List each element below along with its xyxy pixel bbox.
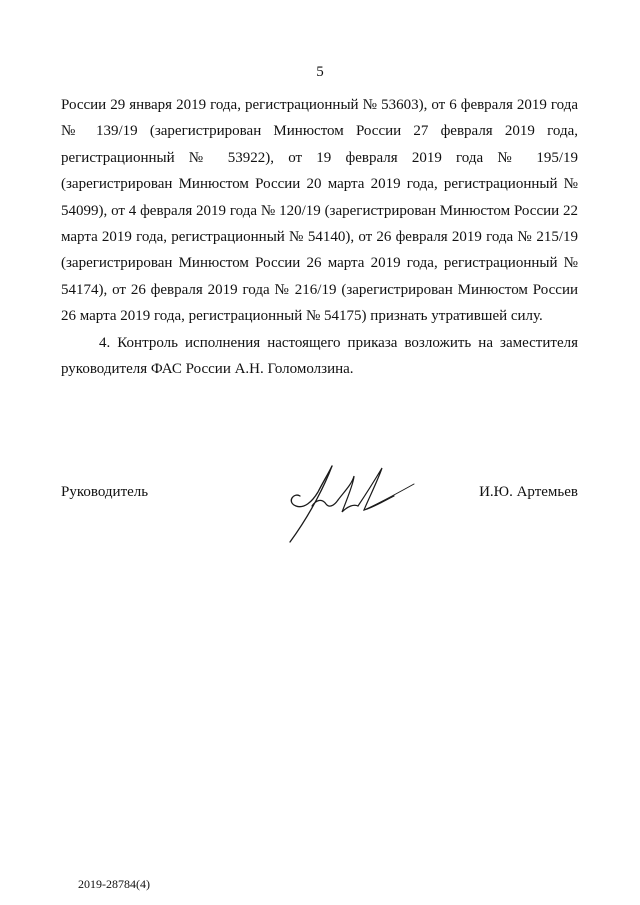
paragraph-continuation: России 29 января 2019 года, регистрационный № 53603), от 6 февраля 2019 года № 139/19 (зарегистрирован Минюстом России 27 февраля 2019 года, регистрационный № 53922), от 19 февраля 2019 года № 195/19 (зарегистрирован Минюстом России 20 марта 2019 года, регистрационный № 54099), от 4 февраля 2019 года № 120/19 (зарегистрирован Минюстом России 22 марта 2019 года, регистрационный № 54140), от 26 февраля 2019 года № 215/19 (зарегистрирован Минюстом России 26 марта 2019 года, регистрационный № 54174), от 26 февраля 2019 года № 216/19 (зарегистрирован Минюстом России 26 марта 2019 года, регистрационный № 54175) признать утратившей силу. xyxy=(61,97,578,325)
signer-name: И.Ю. Артемьев xyxy=(479,484,578,500)
page-number: 5 xyxy=(316,64,324,80)
signer-position: Руководитель xyxy=(61,484,149,500)
paragraph-4: 4. Контроль исполнения настоящего приказа возложить на заместителя руководителя ФАС России А.Н. Голомолзина. xyxy=(61,334,578,378)
document-number: 2019-28784(4) xyxy=(78,877,150,891)
document-body xyxy=(61,92,578,382)
handwritten-signature xyxy=(282,462,418,546)
